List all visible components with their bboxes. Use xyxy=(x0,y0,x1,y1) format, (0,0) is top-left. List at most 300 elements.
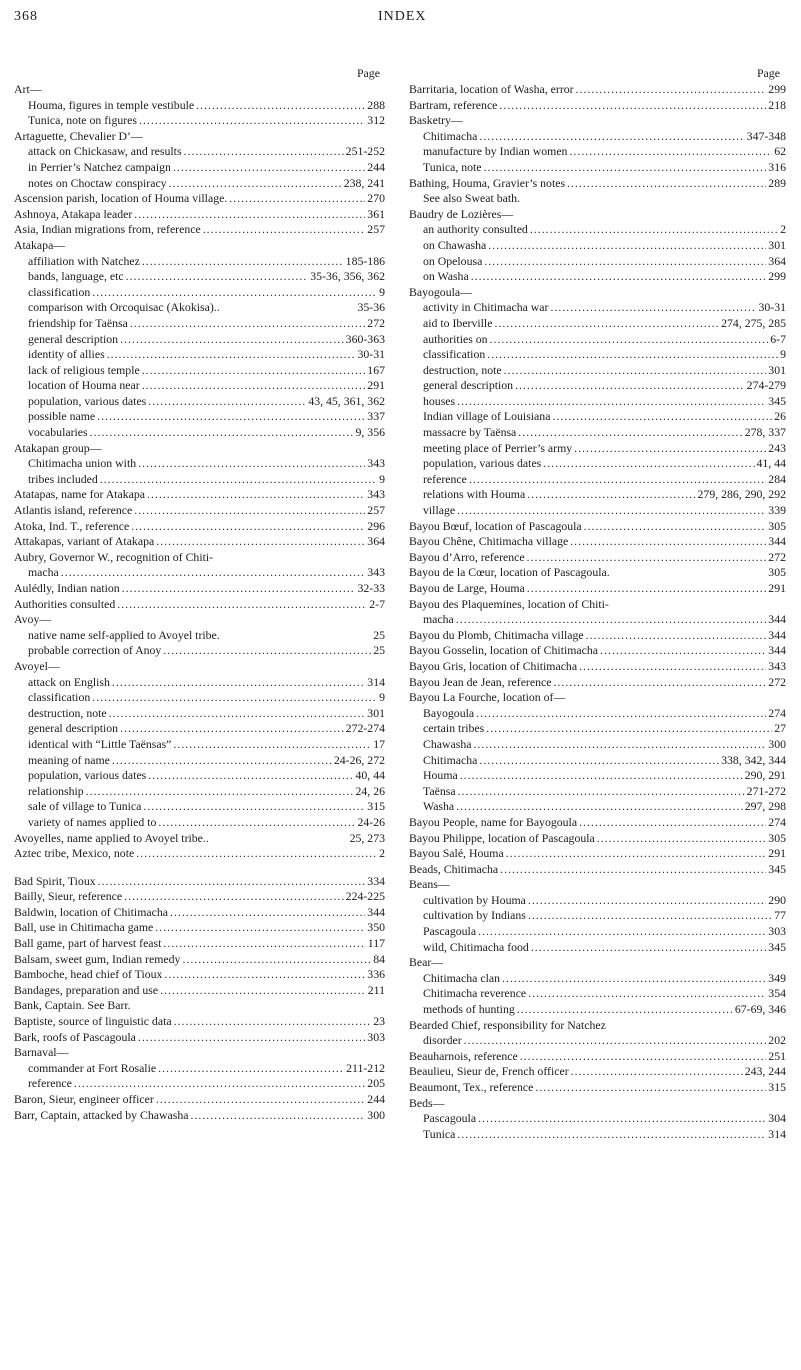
entry-continuation-text: macha xyxy=(423,612,454,627)
leader-dots xyxy=(473,737,766,753)
entry-text: Barr, Captain, attacked by Chawasha xyxy=(14,1107,189,1122)
leader-dots xyxy=(174,1014,372,1030)
entry-text: Houma, figures in temple vestibule xyxy=(28,97,195,112)
page-reference: 30-31 xyxy=(357,347,385,362)
leader-dots xyxy=(126,269,309,285)
leader-dots xyxy=(502,971,766,987)
page-reference: 343 xyxy=(367,487,385,502)
index-entry xyxy=(409,924,786,940)
entry-text: Beads, Chitimacha xyxy=(409,861,499,876)
entry-text: Avoyel— xyxy=(14,658,60,673)
entry-text: population, various dates xyxy=(28,393,147,408)
page-reference: 272 xyxy=(367,315,385,330)
entry-text: Beaumont, Tex., reference xyxy=(409,1080,534,1094)
index-entry xyxy=(409,753,786,769)
leader-dots xyxy=(107,347,356,363)
leader-dots xyxy=(139,113,365,129)
index-entry xyxy=(14,983,385,999)
index-entry xyxy=(14,737,385,753)
leader-dots xyxy=(97,409,365,425)
entry-text: classification xyxy=(28,284,91,299)
leader-dots xyxy=(98,874,366,890)
leader-dots xyxy=(112,753,332,769)
page-reference: 297, 298 xyxy=(744,799,786,814)
page-reference: 67-69, 346 xyxy=(734,1002,786,1017)
page-reference: 301 xyxy=(367,705,385,720)
page-reference: 84 xyxy=(373,951,385,966)
entry-text: Baudry de Lozières— xyxy=(409,206,514,221)
entry-text: Barnaval— xyxy=(14,1045,69,1060)
index-entry xyxy=(409,300,786,316)
leader-dots xyxy=(527,487,695,503)
entry-text: lack of religious temple xyxy=(28,362,140,377)
page-reference: 312 xyxy=(367,113,385,128)
leader-dots xyxy=(552,409,772,425)
page-reference: 272-274 xyxy=(345,721,385,736)
page-reference: 278, 337 xyxy=(744,425,786,440)
page-reference: 25 xyxy=(373,627,385,642)
leader-dots xyxy=(124,889,344,905)
entry-text: Bear— xyxy=(409,955,444,970)
entry-text: Baron, Sieur, engineer officer xyxy=(14,1092,154,1106)
page-reference: 9, 356 xyxy=(355,425,385,440)
leader-dots xyxy=(156,1092,365,1108)
leader-dots xyxy=(92,690,377,706)
index-entry xyxy=(409,597,786,613)
leader-dots xyxy=(61,565,366,581)
leader-dots xyxy=(196,98,365,114)
leader-dots xyxy=(229,191,365,207)
leader-dots xyxy=(90,425,354,441)
index-entry xyxy=(14,316,385,332)
entry-text: Atakapa— xyxy=(14,237,66,252)
entry-text: Chitimacha xyxy=(423,128,478,143)
page-reference: 290 xyxy=(768,892,786,907)
index-entry xyxy=(14,285,385,301)
leader-dots xyxy=(488,238,766,254)
index-entry xyxy=(409,425,786,441)
page-reference: 243, 244 xyxy=(744,1064,786,1079)
entry-text: Chitimacha xyxy=(423,752,478,767)
page-reference: 117 xyxy=(367,936,385,951)
index-entry xyxy=(409,643,786,659)
entry-text: classification xyxy=(423,347,486,362)
page-reference: 347-348 xyxy=(746,128,786,143)
entry-text: Basketry— xyxy=(409,113,463,128)
index-entry xyxy=(409,1064,786,1080)
entry-text: on Washa xyxy=(423,269,469,284)
page-reference: 344 xyxy=(768,627,786,642)
entry-text: Bayou Philippe, location of Pascagoula xyxy=(409,830,595,845)
index-heading xyxy=(409,113,786,129)
leader-dots xyxy=(535,1080,766,1096)
index-entry xyxy=(409,550,786,566)
index-entry xyxy=(14,332,385,348)
entry-text: activity in Chitimacha war xyxy=(423,300,549,315)
page-reference: 211 xyxy=(367,982,385,997)
index-entry xyxy=(14,519,385,535)
leader-dots xyxy=(117,597,367,613)
entry-text: reference xyxy=(423,471,467,486)
page-reference: 291 xyxy=(367,378,385,393)
entry-text: Beauharnois, reference xyxy=(409,1048,518,1063)
leader-dots xyxy=(456,612,767,628)
entry-text: attack on Chickasaw, and results xyxy=(28,144,182,159)
page-reference: 6-7 xyxy=(770,331,786,346)
leader-dots xyxy=(169,176,342,192)
leader-dots xyxy=(517,1002,733,1018)
page-reference: 304 xyxy=(768,1111,786,1126)
entry-text: Asia, Indian migrations from, reference xyxy=(14,222,201,237)
index-entry xyxy=(14,967,385,983)
leader-dots xyxy=(190,1108,365,1124)
page-reference: 299 xyxy=(768,82,786,96)
page-reference: 345 xyxy=(768,939,786,954)
leader-dots xyxy=(155,920,365,936)
index-entry xyxy=(409,394,786,410)
leader-dots xyxy=(543,456,754,472)
leader-dots xyxy=(484,160,767,176)
page-reference: 274, 275, 285 xyxy=(721,315,786,330)
index-entry xyxy=(409,784,786,800)
page-number: 368 xyxy=(14,9,38,24)
page-reference: 279, 286, 290, 292 xyxy=(697,487,786,502)
index-column-right xyxy=(409,82,786,1142)
page-reference: 303 xyxy=(768,924,786,939)
entry-text: Bailly, Sieur, reference xyxy=(14,889,123,904)
leader-dots xyxy=(518,425,742,441)
entry-text: Ball game, part of harvest feast xyxy=(14,936,162,951)
index-entry xyxy=(14,1092,385,1108)
index-entry xyxy=(409,534,786,550)
leader-dots xyxy=(142,363,366,379)
page-reference: 305 xyxy=(768,518,786,533)
index-entry xyxy=(409,456,786,472)
leader-dots xyxy=(494,316,719,332)
leader-dots xyxy=(527,581,767,597)
page-reference: 274 xyxy=(768,705,786,720)
page-reference: 336 xyxy=(367,967,385,982)
index-entry xyxy=(14,581,385,597)
page-reference: 185-186 xyxy=(345,253,385,268)
leader-dots xyxy=(600,643,766,659)
entry-text: Bayogoula xyxy=(423,705,475,720)
entry-continuation-text: macha xyxy=(28,565,59,580)
index-entry xyxy=(14,936,385,952)
page-reference: 344 xyxy=(768,612,786,627)
index-heading xyxy=(409,955,786,971)
leader-dots xyxy=(182,952,371,968)
entry-text: general description xyxy=(28,331,119,346)
index-entry xyxy=(14,472,385,488)
index-entry xyxy=(14,920,385,936)
page-reference: 30-31 xyxy=(758,300,786,315)
entry-text: on Opelousa xyxy=(423,253,483,268)
entry-text: Bayou d’Arro, reference xyxy=(409,549,525,564)
entry-text: Beans— xyxy=(409,877,450,892)
page-reference: 17 xyxy=(373,736,385,751)
index-entry xyxy=(14,815,385,831)
leader-dots xyxy=(456,799,743,815)
entry-text: Bathing, Houma, Gravier’s notes xyxy=(409,175,566,190)
index-entry xyxy=(14,998,385,1014)
entry-text: Bayogoula— xyxy=(409,284,472,299)
page-title: INDEX xyxy=(378,9,427,24)
leader-dots xyxy=(173,160,365,176)
page-reference: 316 xyxy=(768,159,786,174)
entry-text: vocabularies xyxy=(28,425,88,440)
page-reference: 9 xyxy=(379,284,385,299)
page-reference: 270 xyxy=(367,191,385,206)
page-reference: 284 xyxy=(768,471,786,486)
entry-text: See also Sweat bath. xyxy=(423,191,520,206)
index-entry xyxy=(14,503,385,519)
index-entry xyxy=(409,82,786,98)
entry-text: general description xyxy=(423,378,514,393)
index-entry xyxy=(409,659,786,675)
entry-text: variety of names applied to xyxy=(28,814,157,829)
index-entry xyxy=(409,160,786,176)
leader-dots xyxy=(487,347,778,363)
page-reference: 314 xyxy=(768,1126,786,1141)
index-entry xyxy=(409,940,786,956)
entry-text: Ascension parish, location of Houma village. xyxy=(14,191,228,206)
entry-text: authorities on xyxy=(423,331,488,346)
entry-text: Bayou Jean de Jean, reference xyxy=(409,674,552,689)
index-entry xyxy=(409,706,786,722)
index-entry xyxy=(14,269,385,285)
leader-dots xyxy=(457,1127,766,1143)
index-heading xyxy=(14,612,385,628)
page-reference: 9 xyxy=(379,690,385,705)
index-entry xyxy=(14,628,385,644)
leader-dots xyxy=(134,207,365,223)
leader-dots xyxy=(574,441,766,457)
entry-text: identity of allies xyxy=(28,347,105,362)
page-reference: 361 xyxy=(367,206,385,221)
index-entry xyxy=(14,300,385,316)
index-entry xyxy=(14,222,385,238)
leader-dots xyxy=(163,936,365,952)
entry-text: Ashnoya, Atakapa leader xyxy=(14,206,133,221)
index-entry xyxy=(14,409,385,425)
leader-dots xyxy=(553,675,766,691)
leader-dots xyxy=(184,144,344,160)
leader-dots xyxy=(527,550,767,566)
entry-text: population, various dates xyxy=(28,768,147,783)
page-reference: 2-7 xyxy=(369,596,385,611)
leader-dots xyxy=(469,472,766,488)
entry-text: Avoyelles, name applied to Avoyel tribe.. xyxy=(14,830,209,845)
page-reference: 35-36 xyxy=(357,300,385,315)
index-entry xyxy=(14,98,385,114)
entry-text: Avoy— xyxy=(14,612,52,627)
entry-text: Chitimacha clan xyxy=(423,970,500,985)
index-entry xyxy=(14,487,385,503)
leader-dots xyxy=(528,986,766,1002)
entry-text: sale of village to Tunica xyxy=(28,799,142,814)
index-entry xyxy=(14,1030,385,1046)
leader-dots xyxy=(74,1076,365,1092)
index-entry xyxy=(14,1061,385,1077)
entry-text: Tunica, note on figures xyxy=(28,113,138,128)
entry-text: Bayou des Plaquemines, location of Chiti- xyxy=(409,596,609,611)
entry-text: friendship for Taënsa xyxy=(28,315,128,330)
index-entry xyxy=(14,643,385,659)
entry-text: Ball, use in Chitimacha game xyxy=(14,920,154,935)
page-reference: 364 xyxy=(367,534,385,549)
entry-text: Chitimacha reverence xyxy=(423,986,527,1001)
page-reference: 303 xyxy=(367,1029,385,1044)
index-entry xyxy=(409,628,786,644)
entry-text: methods of hunting xyxy=(423,1002,515,1017)
index-entry xyxy=(409,581,786,597)
leader-dots xyxy=(138,456,365,472)
leader-dots xyxy=(520,1049,767,1065)
entry-text: Authorities consulted xyxy=(14,596,116,611)
page-column-label-right: Page xyxy=(757,66,780,80)
index-entry xyxy=(409,98,786,114)
entry-text: Bad Spirit, Tioux xyxy=(14,873,96,888)
leader-dots xyxy=(142,254,344,270)
page-reference: 167 xyxy=(367,362,385,377)
page-reference: 27 xyxy=(774,721,786,736)
entry-text: general description xyxy=(28,721,119,736)
index-heading xyxy=(409,877,786,893)
page-reference: 350 xyxy=(367,920,385,935)
page-reference: 343 xyxy=(367,456,385,471)
index-entry xyxy=(14,113,385,129)
index-entry xyxy=(409,971,786,987)
leader-dots xyxy=(134,503,365,519)
leader-dots xyxy=(143,799,365,815)
index-entry xyxy=(14,191,385,207)
entry-text: Beds— xyxy=(409,1095,445,1110)
entry-text: Tunica, note xyxy=(423,159,482,174)
entry-text: tribes included xyxy=(28,471,98,486)
leader-dots xyxy=(571,1064,743,1080)
page-reference: 300 xyxy=(367,1107,385,1122)
page-reference: 257 xyxy=(367,222,385,237)
index-entry xyxy=(14,768,385,784)
leader-dots xyxy=(515,378,745,394)
index-entry xyxy=(14,1014,385,1030)
index-entry xyxy=(409,565,786,581)
entry-text: Bank, Captain. See Barr. xyxy=(14,998,131,1013)
entry-text: Bayou de Large, Houma xyxy=(409,581,525,595)
index-heading xyxy=(409,207,786,223)
index-entry xyxy=(14,889,385,905)
index-entry xyxy=(14,846,385,862)
leader-dots xyxy=(569,144,772,160)
index-entry xyxy=(14,721,385,737)
entry-text: possible name xyxy=(28,409,96,424)
entry-text: comparison with Orcoquisac (Akokisa).. xyxy=(28,300,220,315)
entry-text: Bayou Gosselin, location of Chitimacha xyxy=(409,643,599,658)
index-heading xyxy=(409,1096,786,1112)
index-entry xyxy=(409,191,786,207)
entry-text: Bayou Bœuf, location of Pascagoula xyxy=(409,518,582,533)
leader-dots xyxy=(584,519,767,535)
entry-text: houses xyxy=(423,393,456,408)
entry-text: Aubry, Governor W., recognition of Chiti- xyxy=(14,549,214,564)
index-entry xyxy=(409,144,786,160)
entry-text: Artaguette, Chevalier D’— xyxy=(14,128,143,143)
entry-text: village xyxy=(423,503,456,518)
page-reference: 290, 291 xyxy=(744,768,786,783)
index-column-left xyxy=(14,82,385,1123)
entry-text: Chawasha xyxy=(423,736,472,751)
leader-dots xyxy=(158,815,355,831)
leader-dots xyxy=(122,581,356,597)
index-entry xyxy=(409,815,786,831)
index-entry xyxy=(409,893,786,909)
index-heading xyxy=(14,82,385,98)
leader-dots xyxy=(160,983,366,999)
page-reference: 43, 45, 361, 362 xyxy=(308,393,385,408)
index-entry xyxy=(14,706,385,722)
page-reference: 9 xyxy=(780,347,786,362)
entry-text: Taënsa xyxy=(423,783,456,798)
index-entry xyxy=(409,316,786,332)
index-heading xyxy=(14,1045,385,1061)
page-reference: 23 xyxy=(373,1014,385,1029)
leader-dots xyxy=(112,675,365,691)
entry-text: Tunica xyxy=(423,1126,456,1141)
page-reference: 334 xyxy=(367,873,385,888)
index-entry xyxy=(409,675,786,691)
index-entry xyxy=(409,378,786,394)
entry-text: meeting place of Perrier’s army xyxy=(423,440,573,455)
page-reference: 2 xyxy=(780,222,786,237)
index-entry xyxy=(14,394,385,410)
entry-text: Aztec tribe, Mexico, note xyxy=(14,846,135,861)
page-reference: 257 xyxy=(367,503,385,518)
page-reference: 315 xyxy=(367,799,385,814)
entry-text: Baptiste, source of linguistic data xyxy=(14,1014,172,1029)
index-entry xyxy=(409,721,786,737)
index-entry xyxy=(409,269,786,285)
index-entry xyxy=(409,1127,786,1143)
leader-dots xyxy=(528,908,772,924)
page-reference: 272 xyxy=(768,549,786,564)
page-reference: 40, 44 xyxy=(355,768,385,783)
leader-dots xyxy=(530,222,778,238)
entry-text: Barritaria, location of Washa, error xyxy=(409,82,574,96)
index-entry xyxy=(14,534,385,550)
leader-dots xyxy=(478,924,766,940)
index-entry xyxy=(409,986,786,1002)
index-heading xyxy=(14,659,385,675)
leader-dots xyxy=(147,487,365,503)
index-entry xyxy=(409,222,786,238)
entry-text: Bartram, reference xyxy=(409,97,498,112)
leader-dots xyxy=(579,659,766,675)
page-reference: 24, 26 xyxy=(355,783,385,798)
entry-text: bands, language, etc xyxy=(28,269,124,284)
page-reference: 291 xyxy=(768,581,786,595)
leader-dots xyxy=(567,176,766,192)
page-reference: 274-279 xyxy=(746,378,786,393)
entry-text: aid to Iberville xyxy=(423,315,493,330)
leader-dots xyxy=(164,967,365,983)
entry-text: probable correction of Anoy xyxy=(28,643,162,658)
index-entry xyxy=(14,254,385,270)
index-entry xyxy=(14,160,385,176)
index-entry xyxy=(409,1049,786,1065)
leader-dots xyxy=(550,300,756,316)
page-reference: 218 xyxy=(768,97,786,112)
